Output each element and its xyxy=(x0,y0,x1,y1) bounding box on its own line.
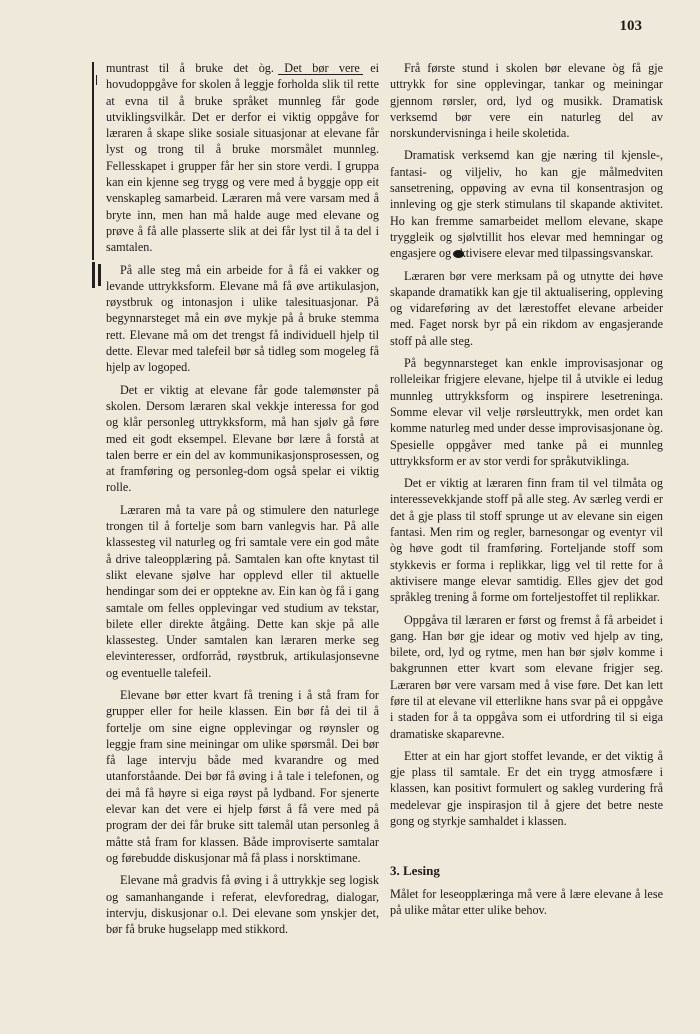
section-heading: 3. Lesing xyxy=(390,863,440,879)
margin-mark xyxy=(98,264,101,286)
margin-mark xyxy=(96,75,97,85)
paragraph: Det er viktig at læraren finn fram til vel tilmåta og interessevekkjande stoff på alle steg. Av særleg verdi er det å gje plass til stoff sprunge ut av elevane sin eigen fantasi. Men rim og regler, barnesongar og eventyr vil òg høve godt til framføring. Forteljande stoff som stykkevis er forma i replikkar, ligg vel til rette for å aktivisere mange elevar samtidig. Elles gjev det god språkleg trening å forme om forteljestoffet til replikkar. xyxy=(390,476,663,605)
paragraph: Læraren må ta vare på og stimulere den naturlege trongen til å fortelje som barn vanlegvis har. På alle klassesteg vil naturleg og fri samtale vere ein god måte å drive taleopplæring på. Samtalen kan ofte knytast til slikt elevane sjølve har opplevd eller til aktuelle hendingar som dei er opptekne av. Ein kan òg få i gang samtale om felles opplevingar ved studium av tekstar, bilete eller direkte åtgåing. Dette kan skje på alle klassesteg. Under samtalen kan læraren merke seg elevinteresser, ordforråd, røystbruk, artikulasjonsevne og eventuelle talefeil. xyxy=(106,502,379,680)
paragraph: Læraren bør vere merksam på og utnytte dei høve skapande dramatikk kan gje til aktualisering, oppleving og vidareføring av det lærestoffet elevane arbeider med. Faget norsk byr på ein rikdom av engasjerande stoff på alle steg. xyxy=(390,268,663,348)
paragraph: Målet for leseopplæringa må vere å lære elevane å lese på ulike måtar etter ulike behov. xyxy=(390,886,663,917)
paragraph: Dramatisk verksemd kan gje næring til kjensle-, fantasi- og viljeliv, ho kan gje målmedviten sansetrening, oppøving av evna til konsentrasjon og innleving og gje sterk stimulans til skapande aktivitet. Ho kan fremme samarbeidet mellom elevane, skape tryggleik og sjølvtillit hos elevar med hemningar og engasjere og aktivisere elevar med tilpassingsvanskar. xyxy=(390,148,663,261)
paragraph: muntrast til å bruke det òg. Det bør vere ei hovudoppgåve for skolen å leggje forholda slik til rette at evna til å bruke språket munnleg får gode utviklingsvilkår. Det er derfor ei viktig oppgåve for læraren å skape slike sosiale situasjonar at elevane får lyst og trong til å bruke morsmålet munnleg. Fellesskapet i grupper får her sin store verdi. I gruppa kan ein kjenne seg trygg og vere med å byggje opp eit venskapleg samarbeid. Læraren må vere varsam med å bryte inn, men han må halde auge med elevane og prøve å få alle plasserte slik at dei får lyst til å ta del i samtalen. xyxy=(106,61,379,255)
paragraph: På alle steg må ein arbeide for å få ei vakker og levande uttrykksform. Elevane må få øve artikulasjon, røystbruk og intonasjon i ulike talesituasjonar. På begynnarsteget må ein øve mykje på å bruke stemma rett. Elevane må om det trengst få individuell hjelp til dette. Elevar med talefeil bør så tidleg som mogeleg få hjelp av logoped. xyxy=(106,262,379,375)
margin-mark xyxy=(92,262,95,288)
left-column xyxy=(106,60,379,943)
page-number: 103 xyxy=(619,18,642,34)
paragraph: Det er viktig at elevane får gode talemønster på skolen. Dersom læraren skal vekkje interessa for god og klår personleg uttrykksform, må han sjølv gå føre med eit godt eksempel. Elevane bør lære å forstå at talen berre er ein del av kommunikasjonsprosessen, og at framføring og personleg-dom også spelar ei viktig rolle. xyxy=(106,382,379,495)
paragraph: På begynnarsteget kan enkle improvisasjonar og rolleleikar frigjere elevane, hjelpe til å utvikle ei ledug munnleg uttrykksform og inspirere lesetreninga. Somme elevar vil velje rørsleuttrykk, men ordet kan komme naturleg med under desse improvisasjonane òg. Spesielle oppgåver med tanke på ei munnleg uttrykksform er av stor verdi for språkutviklinga. xyxy=(390,356,663,468)
paragraph: Elevane må gradvis få øving i å uttrykkje seg logisk og samanhangande i referat, elevforedrag, dialogar, intervju, diskusjonar o.l. Dei elevane som ynskjer det, bør få bruke hugselapp med stikkord. xyxy=(106,873,379,937)
paragraph: Etter at ein har gjort stoffet levande, er det viktig å gje plass til samtale. Er det ein trygg atmosfære i klassen, kan positivt formulert og sakleg vurdering frå medelevar gje inspirasjon til å gjere det betre neste gong og styrkje samhaldet i klassen. xyxy=(390,748,663,829)
paragraph: Oppgåva til læraren er først og fremst å få arbeidet i gang. Han bør gje idear og motiv ved hjelp av ting, bilete, ord, lyd og rytme, men han bør sjølv komme i bakgrunnen etter kvart som elevane frigjer seg. Læraren bør vere varsam med å vise føre. Det kan lett føre til at elevane vil etterlikne hans svar på ei oppgåve i staden for å ta oppgåva som ei utfordring til si eiga dramatiske skaparevne. xyxy=(390,612,663,741)
right-column xyxy=(390,60,663,924)
margin-mark xyxy=(92,62,94,260)
paragraph: Frå første stund i skolen bør elevane òg få gje uttrykk for sine opplevingar, tankar og meiningar gjennom rørsler, ord, lyd og musikk. Dramatisk verksemd bør vere ein naturleg del av norskundervisninga i heile skoletida. xyxy=(390,61,663,141)
paragraph: Elevane bør etter kvart få trening i å stå fram for grupper eller for heile klassen. Ein bør få dei til å fortelje om sine eigne opplevingar og røynsler og leggje fram sine meiningar om ulike spørsmål. Dei bør få lage intervju både med kvarandre og med utanforståande. Dei bør få øving i å tale i telefonen, og dei må få høyre si eiga røyst på lydband. For sjenerte elevar kan det vere ei hjelp først å få vere med på program der dei får bruke sitt talemål utan personleg å måtte stå fram for klassen. Både improviserte samtalar og førebudde diskusjonar må få plass i norsktimane. xyxy=(106,687,379,865)
